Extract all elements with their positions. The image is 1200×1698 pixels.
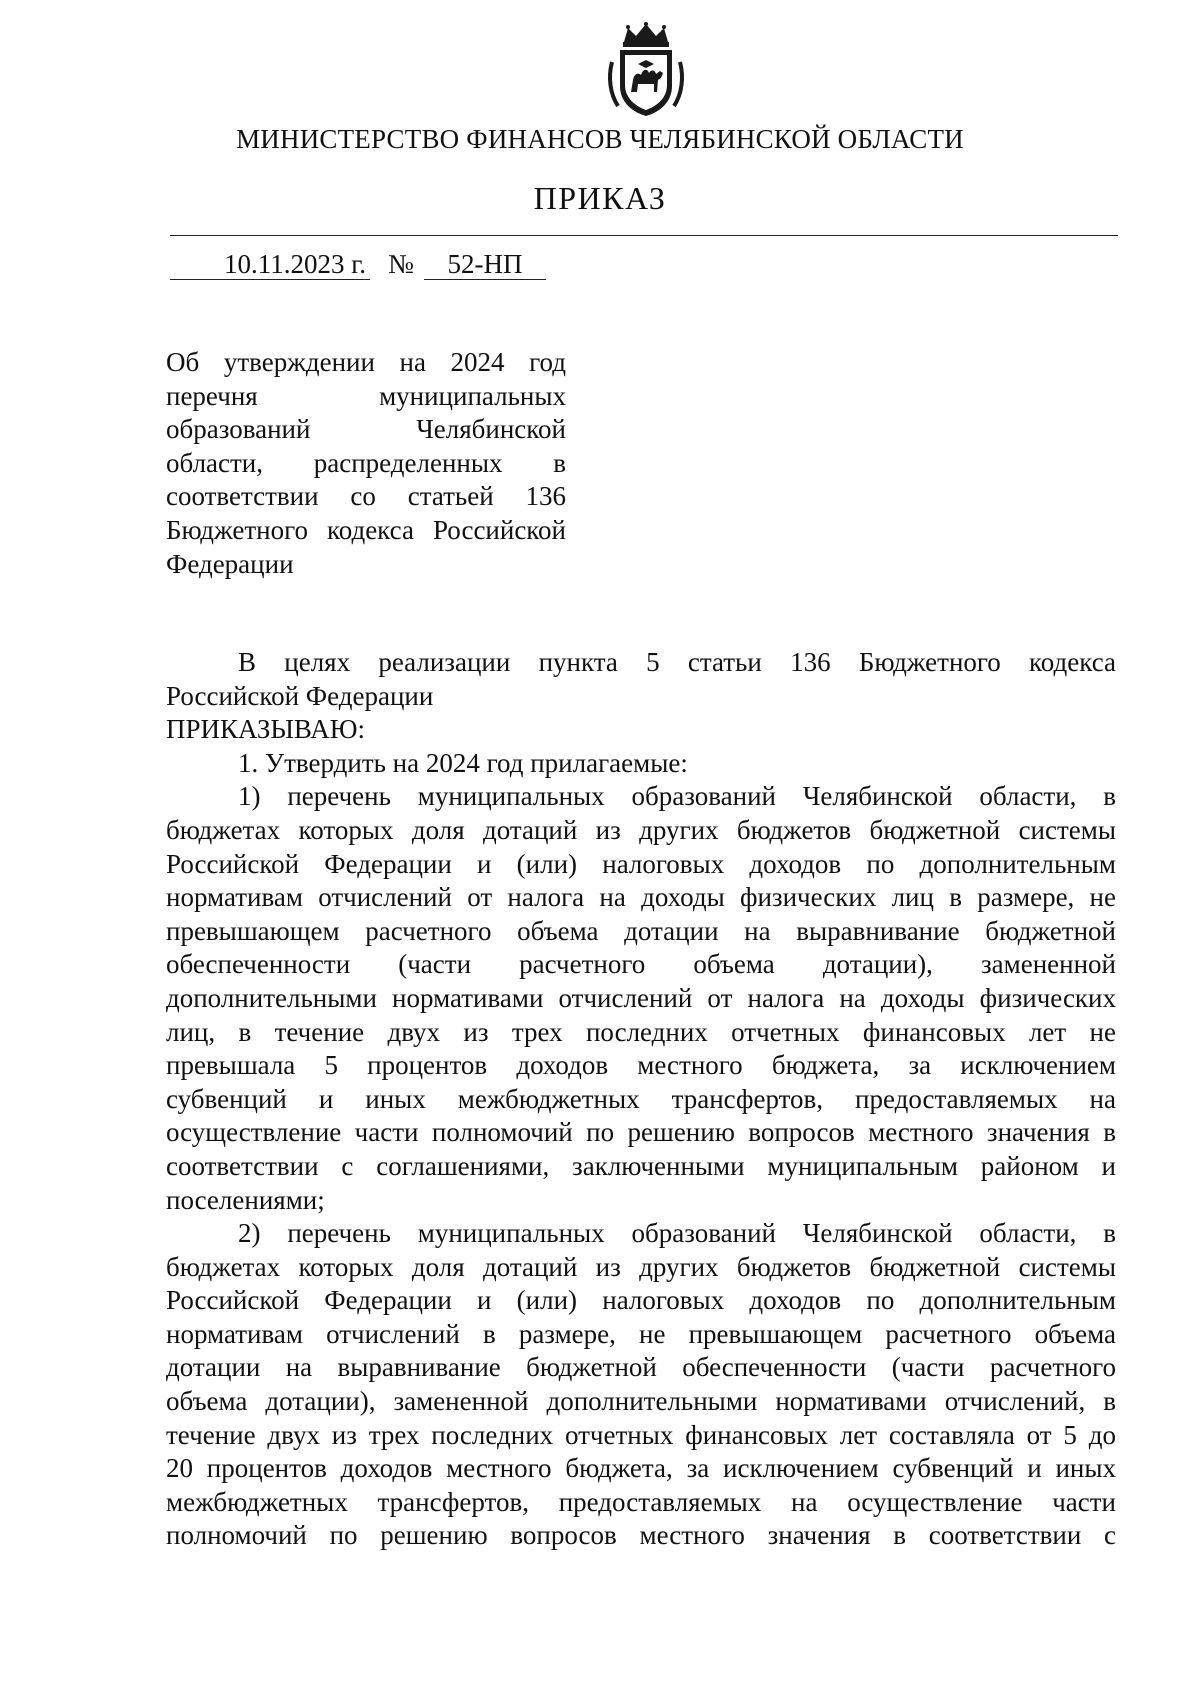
body-line: нормативам отчислений от налога на доходы физических лиц в размере, не xyxy=(166,882,1116,913)
body-line: Российской Федерации и (или) налоговых доходов по дополнительным xyxy=(166,848,1116,879)
body-line: поселениями; xyxy=(166,1184,325,1215)
body-line: бюджетах которых доля дотаций из других бюджетов бюджетной системы xyxy=(166,814,1116,845)
body-line: субвенций и иных межбюджетных трансфертов, предоставляемых на xyxy=(166,1083,1116,1114)
body-line: полномочий по решению вопросов местного значения в соответствии с xyxy=(166,1520,1116,1551)
order-subject xyxy=(166,346,566,581)
subject-line: Бюджетного кодекса Российской xyxy=(166,514,566,545)
body-line: бюджетах которых доля дотаций из других бюджетов бюджетной системы xyxy=(166,1251,1116,1282)
body-line: дополнительными нормативами отчислений от налога на доходы физических xyxy=(166,982,1116,1013)
document-type-title: ПРИКАЗ xyxy=(533,180,667,216)
body-line: лиц, в течение двух из трех последних отчетных финансовых лет не xyxy=(166,1016,1116,1047)
order-body xyxy=(166,646,1116,1553)
body-line: 2) перечень муниципальных образований Челябинской области, в xyxy=(238,1218,1116,1249)
body-line: осуществление части полномочий по решению вопросов местного значения в xyxy=(166,1117,1116,1148)
body-line: дотации на выравнивание бюджетной обеспеченности (части расчетного xyxy=(166,1352,1116,1383)
subject-line: перечня муниципальных xyxy=(166,380,566,411)
body-line: межбюджетных трансфертов, предоставляемых на осуществление части xyxy=(166,1486,1116,1517)
subject-line: Об утверждении на 2024 год xyxy=(166,347,566,377)
body-line: Российской Федерации xyxy=(166,680,434,711)
body-line: нормативам отчислений в размере, не превышающем расчетного объема xyxy=(166,1318,1116,1349)
subject-line: соответствии со статьей 136 xyxy=(166,481,566,512)
body-line: соответствии с соглашениями, заключенными муниципальным районом и xyxy=(166,1150,1116,1181)
body-line: течение двух из трех последних отчетных финансовых лет составляла от 5 до xyxy=(166,1419,1116,1450)
body-line: ПРИКАЗЫВАЮ: xyxy=(166,714,365,745)
body-line: превышала 5 процентов доходов местного бюджета, за исключением xyxy=(166,1050,1116,1081)
subject-line: образований Челябинской xyxy=(166,414,566,445)
body-line: В целях реализации пункта 5 статьи 136 Бюджетного кодекса xyxy=(238,647,1116,677)
body-line: Российской Федерации и (или) налоговых доходов по дополнительным xyxy=(166,1285,1116,1316)
coat-of-arms-icon xyxy=(606,22,686,118)
body-line: 1. Утвердить на 2024 год прилагаемые: xyxy=(238,747,688,778)
subject-line: Федерации xyxy=(166,548,294,579)
header-divider xyxy=(170,235,1118,236)
order-number: 52-НП xyxy=(424,249,546,280)
body-line: 1) перечень муниципальных образований Челябинской области, в xyxy=(238,781,1116,812)
subject-line: области, распределенных в xyxy=(166,447,566,478)
body-line: обеспеченности (части расчетного объема дотации), замененной xyxy=(166,949,1116,980)
body-line: 20 процентов доходов местного бюджета, за исключением субвенций и иных xyxy=(166,1453,1116,1484)
body-line: превышающем расчетного объема дотации на выравнивание бюджетной xyxy=(166,915,1116,946)
number-sign: № xyxy=(388,249,414,279)
body-line: объема дотации), замененной дополнительными нормативами отчислений, в xyxy=(166,1386,1116,1417)
ministry-name: МИНИСТЕРСТВО ФИНАНСОВ ЧЕЛЯБИНСКОЙ ОБЛАСТИ xyxy=(236,124,964,154)
order-date: 10.11.2023 г. xyxy=(170,249,370,280)
